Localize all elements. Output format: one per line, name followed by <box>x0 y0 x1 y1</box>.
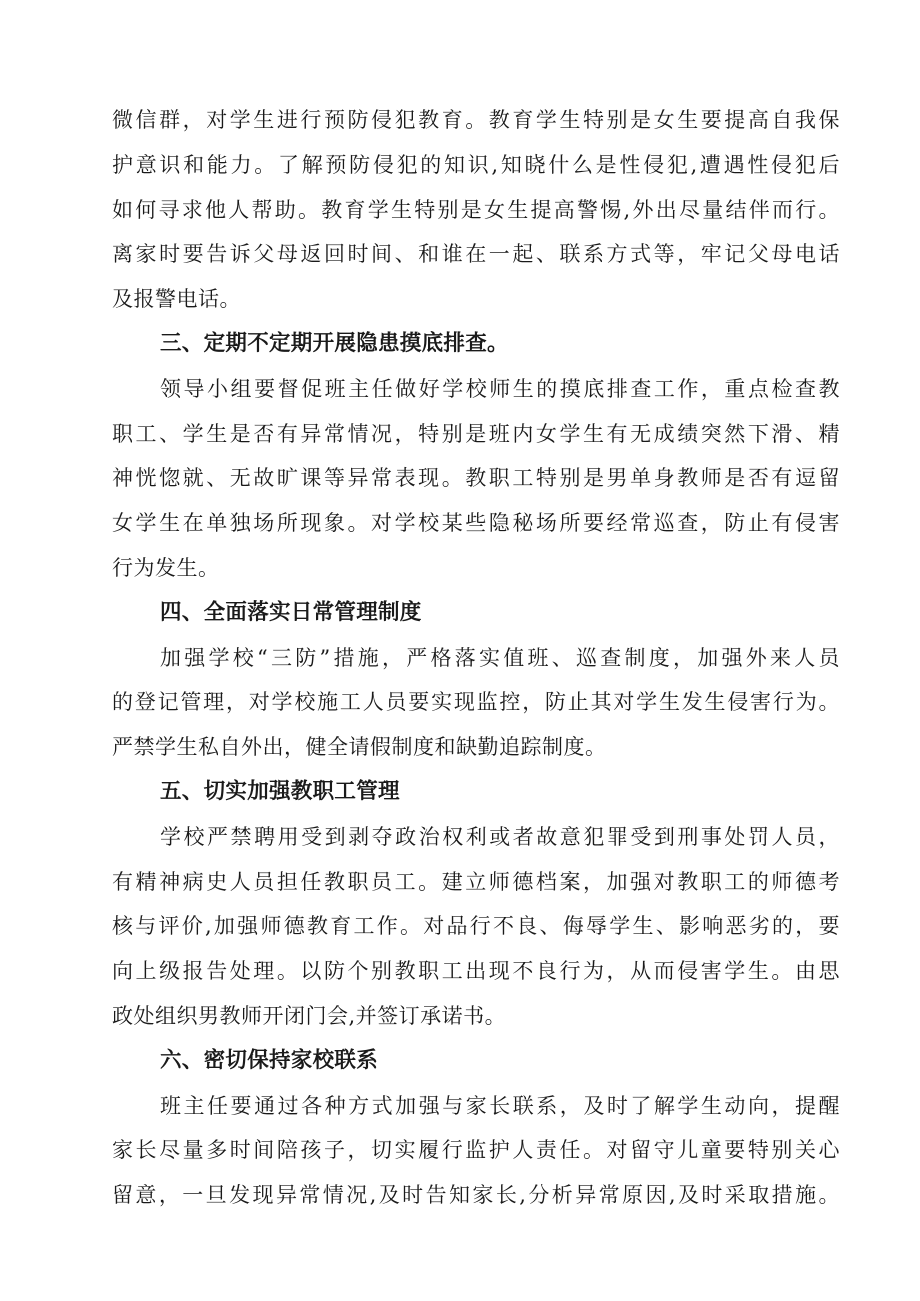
text-line: 班主任要通过各种方式加强与家长联系，及时了解学生动向，提醒 <box>160 1093 840 1118</box>
section-heading-4: 四、全面落实日常管理制度 <box>160 599 422 625</box>
text-line: 及报警电话。 <box>112 287 241 312</box>
paragraph-section-5 <box>112 815 840 1039</box>
text-line: 政处组织男教师开闭门会,并签订承诺书。 <box>112 1003 507 1028</box>
text-line: 加强学校“三防”措施，严格落实值班、巡查制度，加强外来人员 <box>160 645 840 670</box>
section-heading-3: 三、定期不定期开展隐患摸底排查。 <box>160 330 509 356</box>
text-line: 有精神病史人员担任教职员工。建立师德档案，加强对教职工的师德考 <box>112 869 840 894</box>
section-heading-6: 六、密切保持家校联系 <box>160 1047 379 1073</box>
text-line: 女学生在单独场所现象。对学校某些隐秘场所要经常巡查，防止有侵害 <box>112 511 840 536</box>
paragraph-section-6 <box>112 1084 840 1218</box>
text-line: 的登记管理，对学校施工人员要实现监控，防止其对学生发生侵害行为。 <box>112 690 840 715</box>
text-line: 向上级报告处理。以防个别教职工出现不良行为，从而侵害学生。由思 <box>112 959 840 984</box>
paragraph-section-3 <box>112 367 840 591</box>
section-heading-5: 五、切实加强教职工管理 <box>160 778 400 804</box>
text-line: 神恍惚就、无故旷课等异常表现。教职工特别是男单身教师是否有逗留 <box>112 466 840 491</box>
text-line: 离家时要告诉父母返回时间、和谁在一起、联系方式等，牢记父母电话 <box>112 242 840 267</box>
text-line: 职工、学生是否有异常情况，特别是班内女学生有无成绩突然下滑、精 <box>112 421 840 446</box>
text-line: 核与评价,加强师德教育工作。对品行不良、侮辱学生、影响恶劣的，要 <box>112 914 840 939</box>
text-line: 学校严禁聘用受到剥夺政治权利或者故意犯罪受到刑事处罚人员， <box>160 824 840 849</box>
text-line: 家长尽量多时间陪孩子，切实履行监护人责任。对留守儿童要特别关心 <box>112 1138 840 1163</box>
text-line: 领导小组要督促班主任做好学校师生的摸底排查工作，重点检查教 <box>160 376 840 401</box>
text-line: 如何寻求他人帮助。教育学生特别是女生提高警惕,外出尽量结伴而行。 <box>112 197 840 222</box>
text-line: 微信群，对学生进行预防侵犯教育。教育学生特别是女生要提高自我保 <box>112 108 840 132</box>
paragraph-section-4 <box>112 636 840 770</box>
text-line: 行为发生。 <box>112 555 220 580</box>
text-line: 严禁学生私自外出，健全请假制度和缺勤追踪制度。 <box>112 735 607 760</box>
paragraph-continuation <box>112 98 840 322</box>
text-line: 留意，一旦发现异常情况,及时告知家长,分析异常原因,及时采取措施。 <box>112 1183 840 1208</box>
text-line: 护意识和能力。了解预防侵犯的知识,知晓什么是性侵犯,遭遇性侵犯后 <box>112 152 840 177</box>
